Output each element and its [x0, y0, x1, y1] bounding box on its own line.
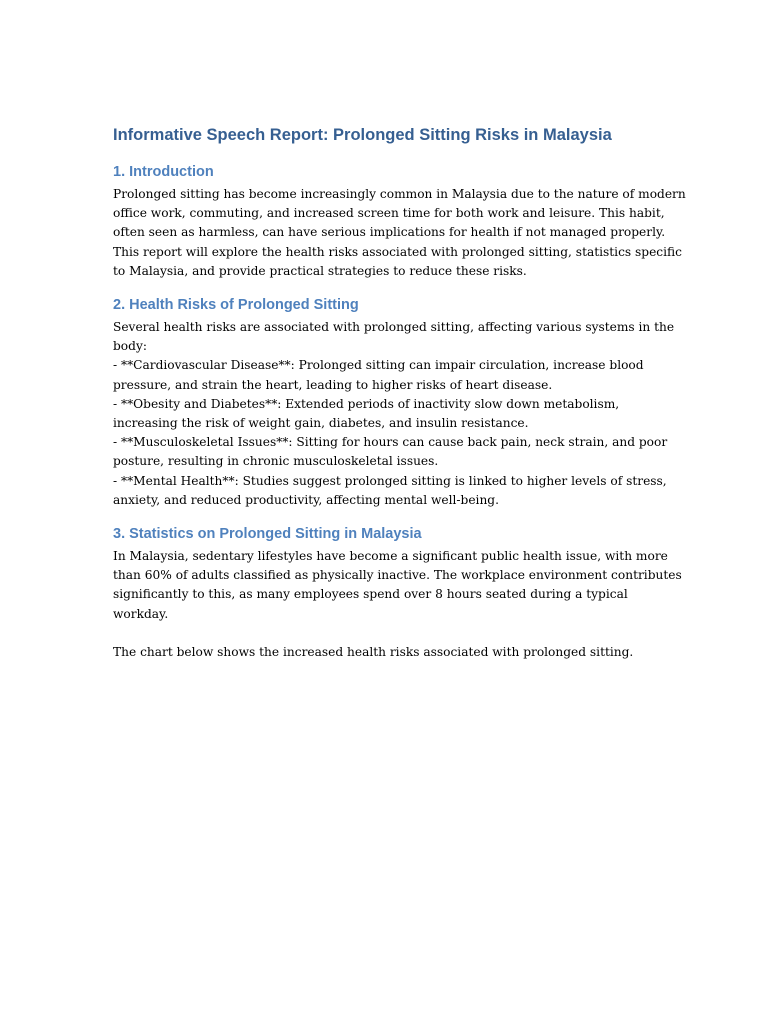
paragraph-line: to Malaysia, and provide practical strategies to reduce these risks. [113, 263, 527, 278]
paragraph-line: office work, commuting, and increased screen time for both work and leisure. This habit, [113, 206, 665, 221]
section-heading-introduction: 1. Introduction [113, 164, 214, 180]
paragraph-line: Several health risks are associated with prolonged sitting, affecting various systems in the [113, 320, 675, 335]
introduction-paragraph [113, 185, 686, 281]
list-item-line: increasing the risk of weight gain, diabetes, and insulin resistance. [113, 416, 529, 431]
paragraph-line: In Malaysia, sedentary lifestyles have become a significant public health issue, with more [113, 549, 668, 564]
statistics-paragraph [113, 547, 682, 662]
section-heading-statistics: 3. Statistics on Prolonged Sitting in Malaysia [113, 526, 422, 543]
paragraph-line: Prolonged sitting has become increasingly common in Malaysia due to the nature of modern [113, 187, 686, 201]
list-item-line: pressure, and strain the heart, leading to higher risks of heart disease. [113, 377, 553, 392]
chart-intro-line: The chart below shows the increased health risks associated with prolonged sitting. [113, 645, 634, 660]
document-page [113, 124, 686, 662]
paragraph-line: This report will explore the health risks associated with prolonged sitting, statistics specific [113, 244, 682, 259]
document-title: Informative Speech Report: Prolonged Sitting Risks in Malaysia [113, 126, 612, 144]
list-item-line: posture, resulting in chronic musculoskeletal issues. [113, 454, 439, 469]
section-heading-health-risks: 2. Health Risks of Prolonged Sitting [113, 297, 359, 314]
paragraph-line: significantly to this, as many employees spend over 8 hours seated during a typical [113, 587, 628, 602]
list-item-line: - **Obesity and Diabetes**: Extended periods of inactivity slow down metabolism, [113, 396, 620, 411]
list-item-line: - **Mental Health**: Studies suggest prolonged sitting is linked to higher levels of stress, [113, 473, 667, 488]
blank-line [113, 624, 661, 643]
list-item-line: - **Musculoskeletal Issues**: Sitting for hours can cause back pain, neck strain, and poor [113, 435, 668, 450]
list-item-line: anxiety, and reduced productivity, affecting mental well-being. [113, 492, 499, 507]
paragraph-line: often seen as harmless, can have serious implications for health if not managed properly. [113, 225, 666, 240]
paragraph-line: body: [113, 339, 147, 354]
health-risks-paragraph [113, 318, 675, 510]
list-item-line: - **Cardiovascular Disease**: Prolonged sitting can impair circulation, increase blood [113, 358, 644, 373]
paragraph-line: workday. [113, 606, 169, 621]
paragraph-line: than 60% of adults classified as physically inactive. The workplace environment contributes [113, 568, 682, 583]
